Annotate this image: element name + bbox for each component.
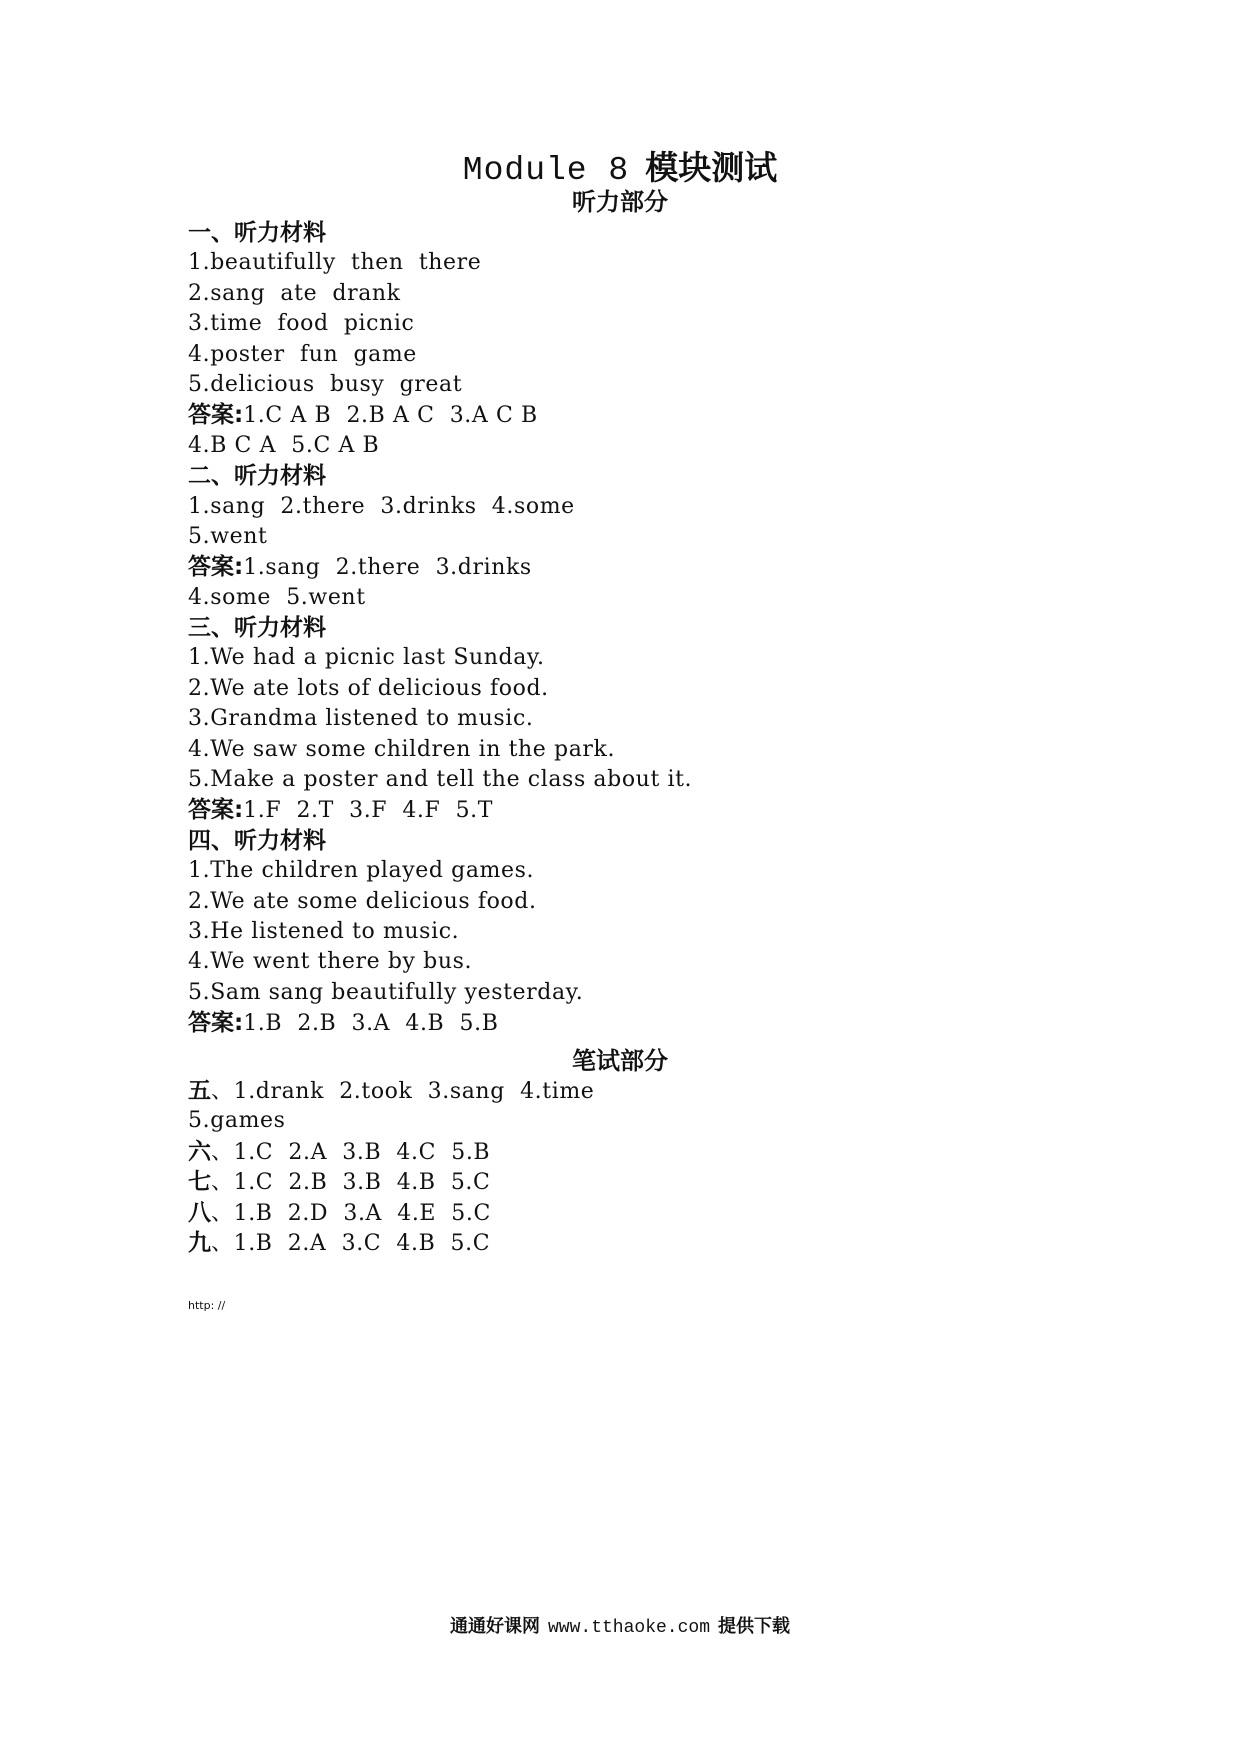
footer-download: 提供下载 [718, 1616, 791, 1637]
s3-line-2: 2.We ate lots of delicious food. [188, 675, 549, 701]
s1-line-3: 3.time food picnic [188, 311, 415, 337]
s4-line-1: 1.The children played games. [188, 858, 535, 884]
s6-text: 、1.C 2.A 3.B 4.C 5.B [211, 1139, 491, 1165]
footer-site-name: 通通好课网 [449, 1616, 540, 1637]
page-footer [0, 1614, 1240, 1640]
writing-heading: 笔试部分 [572, 1047, 668, 1075]
s6-line [188, 1137, 1088, 1167]
title-module: Module 8 [462, 152, 630, 189]
page-title [0, 148, 1240, 191]
s8-text: 、1.B 2.D 3.A 4.E 5.C [211, 1200, 491, 1226]
s3-line-1: 1.We had a picnic last Sunday. [188, 645, 545, 671]
s1-line-4: 4.poster fun game [188, 341, 417, 367]
section-3-heading: 三、听力材料 [188, 615, 326, 642]
s9-line [188, 1228, 1088, 1258]
answer-content [188, 218, 1088, 1039]
title-test: 模块测试 [645, 148, 778, 187]
s3-answer-text: 1.F 2.T 3.F 4.F 5.T [243, 798, 494, 824]
s4-line-2: 2.We ate some delicious food. [188, 888, 537, 914]
s2-line-1: 1.sang 2.there 3.drinks 4.some [188, 493, 575, 519]
section-2-heading: 二、听力材料 [188, 463, 326, 490]
s9-text: 、1.B 2.A 3.C 4.B 5.C [211, 1230, 491, 1256]
s1-line-2: 2.sang ate drank [188, 280, 401, 306]
s2-answer [188, 552, 1088, 582]
s3-line-4: 4.We saw some children in the park. [188, 736, 616, 762]
s4-line-5: 5.Sam sang beautifully yesterday. [188, 979, 584, 1005]
answer-label: 答案: [188, 1010, 244, 1037]
s3-line-5: 5.Make a poster and tell the class about it. [188, 767, 693, 793]
s6-label: 六 [188, 1138, 211, 1165]
s2-answer-2: 4.some 5.went [188, 584, 366, 610]
writing-answers [188, 1076, 1088, 1258]
section-1-heading: 一、听力材料 [188, 220, 326, 246]
s4-answer [188, 1008, 1088, 1038]
answer-label: 答案: [188, 402, 244, 429]
s4-line-4: 4.We went there by bus. [188, 949, 473, 975]
s7-text: 、1.C 2.B 3.B 4.B 5.C [211, 1170, 491, 1196]
s3-line-3: 3.Grandma listened to music. [188, 706, 534, 732]
s8-line [188, 1198, 1088, 1228]
s2-line-2: 5.went [188, 523, 268, 549]
s8-label: 八 [188, 1199, 211, 1226]
s4-line-3: 3.He listened to music. [188, 918, 460, 944]
s9-label: 九 [188, 1229, 211, 1256]
url-text: http: // [188, 1299, 226, 1312]
answer-label: 答案: [188, 554, 244, 581]
footer-url[interactable]: www.tthaoke.com [547, 1618, 711, 1638]
s5-line [188, 1076, 1088, 1106]
s1-answer [188, 400, 1088, 430]
s2-answer-text: 1.sang 2.there 3.drinks [243, 555, 532, 581]
s1-line-1: 1.beautifully then there [188, 250, 482, 276]
s5-label: 五 [188, 1078, 211, 1104]
s3-answer [188, 795, 1088, 825]
s1-answer-text: 1.C A B 2.B A C 3.A C B [243, 403, 538, 429]
s5-line-2: 5.games [188, 1108, 286, 1134]
s4-answer-text: 1.B 2.B 3.A 4.B 5.B [243, 1011, 499, 1037]
s5-text: 、1.drank 2.took 3.sang 4.time [211, 1079, 595, 1104]
listening-heading: 听力部分 [572, 188, 668, 216]
answer-label: 答案: [188, 797, 244, 824]
s1-answer-2: 4.B C A 5.C A B [188, 432, 380, 458]
s7-line [188, 1167, 1088, 1197]
section-4-heading: 四、听力材料 [188, 827, 326, 854]
s1-line-5: 5.delicious busy great [188, 371, 463, 397]
s7-label: 七 [188, 1169, 211, 1196]
